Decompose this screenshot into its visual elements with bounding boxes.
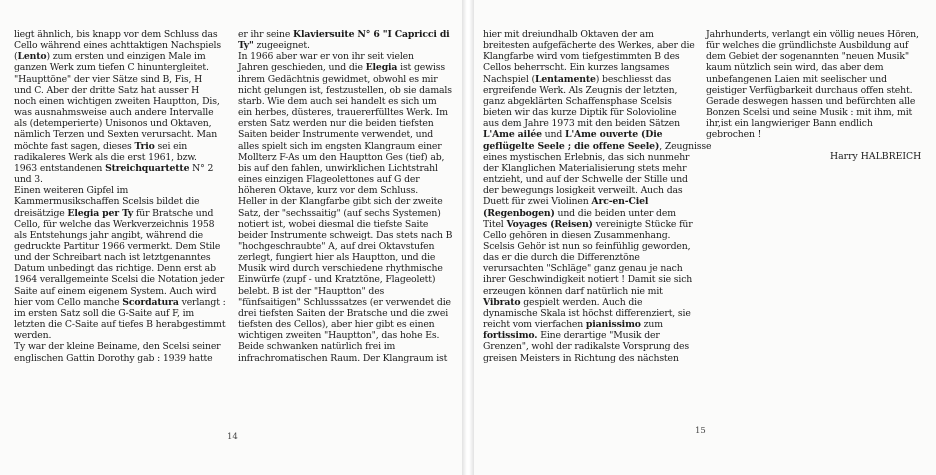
text-line [14, 286, 226, 297]
text-line [14, 208, 226, 219]
text-run: Satz, der "sechssaitig" (auf sechs Systemen) [238, 207, 441, 219]
text-run: ) beschliesst das [595, 73, 672, 85]
text-line [238, 330, 450, 341]
text-run: das er die durch die Differenztöne [483, 252, 640, 264]
text-run: und der Schreibart nach ist letztgenanntes [14, 252, 211, 264]
text-run: notiert ist, wobei diesmal die tiefste Saite [238, 218, 429, 230]
text-run: ( [14, 51, 18, 63]
text-line [483, 107, 695, 118]
text-line [14, 185, 226, 196]
text-run: gebrochen ! [706, 129, 762, 141]
text-line [483, 185, 695, 196]
text-run: ersten Satz werden nur die beiden tiefsten [238, 118, 434, 130]
text-run: , Zeugnisse [659, 140, 712, 152]
bold-text: Arc-en-Ciel [591, 196, 649, 208]
text-line [14, 330, 226, 341]
text-line [238, 96, 450, 107]
bold-text: Klaviersuite N° 6 "I Capricci di [293, 29, 450, 40]
text-run: "Haupttöne" der vier Sätze sind B, Fis, H [14, 73, 203, 85]
text-run: 1964 verallgemeinte Scelsi die Notation jeder [14, 274, 225, 286]
text-line [706, 74, 918, 85]
text-line [238, 274, 450, 285]
text-line [706, 51, 918, 62]
text-line [14, 74, 226, 85]
text-line [483, 196, 695, 207]
text-line [483, 40, 695, 51]
text-run: Kammermusikschaffen Scelsis bildet die [14, 196, 200, 208]
text-run: wichtigen zweiten "Hauptton", das hohe Es. [238, 330, 440, 342]
page-14 [0, 0, 462, 475]
text-line [483, 174, 695, 185]
page-15-column-2 [706, 29, 918, 141]
bold-text: Lentamente [534, 73, 596, 85]
text-run: noch einen wichtigen zweiten Hauptton, Dis, [14, 95, 220, 107]
text-line [706, 129, 918, 140]
text-run: Titel [483, 218, 507, 230]
text-line [483, 274, 695, 285]
text-line [238, 74, 450, 85]
text-line [483, 308, 695, 319]
text-run: und [541, 129, 565, 141]
text-run: letzten die C-Saite auf tiefes B herabgestimmt [14, 319, 226, 331]
text-run: und 3. [14, 174, 43, 186]
text-line [14, 241, 226, 252]
page-15 [474, 0, 936, 475]
text-line [14, 40, 226, 51]
text-line [238, 29, 450, 40]
text-line [238, 163, 450, 174]
text-run: ganz abgeklärten Schaffensphase Scelsis [483, 95, 672, 107]
text-line [706, 96, 918, 107]
text-line [483, 51, 695, 62]
text-line [706, 85, 918, 96]
text-line [14, 319, 226, 330]
text-line [238, 341, 450, 352]
bold-text: Elegia [365, 62, 398, 74]
text-run: bis auf den fahlen, unwirklichen Lichtstrahl [238, 162, 438, 174]
text-line [14, 96, 226, 107]
text-run: Cello, für welche das Werkverzeichnis 1958 [14, 218, 215, 230]
text-run: Einen weiteren Gipfel im [14, 185, 129, 197]
text-line [14, 107, 226, 118]
text-run: ein herbes, düsteres, trauererfülltes Werk. Im [238, 107, 448, 119]
text-line [14, 196, 226, 207]
text-line [483, 219, 695, 230]
text-run: aus dem Jahre 1973 mit den beiden Sätzen [483, 118, 680, 130]
text-line [14, 29, 226, 40]
text-line [14, 341, 226, 352]
text-run: Heller in der Klangfarbe gibt sich der zweite [238, 196, 443, 208]
page-14-column-2 [238, 29, 453, 364]
text-run: Ty war der kleine Beiname, den Scelsi seiner [14, 341, 221, 353]
text-run: und die beiden unter dem [554, 207, 676, 219]
text-line [14, 62, 226, 73]
text-run: drei tiefsten Saiten der Bratsche und die zwei [238, 307, 449, 319]
book-gutter [462, 0, 474, 475]
text-run: hier mit dreiundhalb Oktaven der am [483, 29, 654, 40]
page-number: 15 [695, 426, 706, 436]
text-run: werden. [14, 330, 52, 342]
text-run: was ausnahmsweise auch andere Intervalle [14, 107, 214, 119]
text-run: verlangt : [178, 296, 226, 308]
text-line [238, 129, 450, 140]
text-run: zerlegt, fungiert hier als Hauptton, und die [238, 252, 436, 264]
text-run: möchte fast sagen, dieses [14, 140, 135, 152]
text-run: tiefsten des Cellos), aber hier gibt es einen [238, 319, 435, 331]
bold-text: Ty" [238, 40, 254, 52]
text-line [14, 118, 226, 129]
text-run: Nachspiel ( [483, 73, 535, 85]
text-line [483, 129, 695, 140]
text-run: vereinigte Stücke für [592, 218, 693, 230]
text-line [483, 96, 695, 107]
text-line [483, 140, 712, 152]
text-line [14, 353, 226, 364]
text-line [483, 152, 695, 163]
text-run: zugeeignet. [253, 40, 310, 52]
text-line [14, 174, 226, 185]
text-run: reicht vom vierfachen [483, 319, 586, 331]
text-run: Cellos beherrscht. Ein kurzes langsames [483, 62, 670, 74]
text-run: Beide schwanken natürlich frei im [238, 341, 396, 353]
text-line [483, 230, 695, 241]
text-line [14, 51, 226, 62]
text-run: radikaleres Werk als die erst 1961, bzw. [14, 151, 197, 163]
text-line [483, 74, 695, 85]
text-run: Jahren geschieden, und die [238, 62, 366, 74]
page-15-column-1 [483, 29, 712, 364]
text-run: kaum nützlich sein wird, das aber dem [706, 62, 884, 74]
text-run: ist gewiss [397, 62, 445, 74]
bold-text: fortissimo. [483, 330, 538, 342]
text-line [483, 341, 695, 352]
text-run: zum [640, 319, 663, 331]
text-run: liegt ähnlich, bis knapp vor dem Schluss das [14, 29, 218, 40]
text-run: ihrem Gedächtnis gewidmet, obwohl es mir [238, 73, 438, 85]
text-line [238, 219, 450, 230]
text-line [706, 40, 918, 51]
text-line [238, 196, 450, 207]
text-line [238, 263, 450, 274]
text-run: verursachten "Schläge" ganz genau je nach [483, 263, 683, 275]
text-run: ) zum ersten und einzigen Male im [46, 51, 206, 63]
text-line [483, 263, 695, 274]
text-run: sei ein [154, 140, 188, 152]
text-run: Saite auf einem eigenem System. Auch wird [14, 285, 217, 297]
text-run: Grenzen", wohl der radikalste Vorsprung des [483, 341, 690, 353]
bold-text: L'Ame ouverte (Die [564, 129, 663, 141]
text-run: belebt. B ist der "Hauptton" des [238, 285, 385, 297]
author-signature: Harry HALBREICH [830, 151, 922, 162]
text-run: "hochgeschraubte" A, auf drei Oktavstufen [238, 240, 435, 252]
text-line [238, 208, 450, 219]
text-line [238, 62, 450, 73]
text-line [238, 118, 450, 129]
text-line [238, 40, 450, 51]
text-line [238, 107, 450, 118]
text-run: nämlich Terzen und Sexten verursacht. Man [14, 129, 218, 141]
bold-text: Scordatura [122, 296, 179, 308]
bold-text: (Regenbogen) [483, 207, 555, 219]
text-run: Klangfarbe wird vom tiefgestimmten B des [483, 51, 680, 63]
text-line [238, 286, 450, 297]
bold-text: Elegia per Ty [67, 207, 134, 219]
text-line [483, 241, 695, 252]
text-run: der bewegungs losigkeit verweilt. Auch das [483, 185, 683, 197]
text-run: höheren Oktave, kurz vor dem Schluss. [238, 185, 419, 197]
text-line [238, 152, 450, 163]
bold-text: pianissimo [585, 319, 641, 331]
text-run: dem Gebiet der sogenannten "neuen Musik" [706, 51, 909, 63]
text-run: Mollterz F-As um den Hauptton Ges (tief) ab, [238, 151, 445, 163]
text-run: Musik wird durch verschiedene rhythmische [238, 263, 443, 275]
bold-text: Vibrato [483, 296, 521, 308]
text-run: breitesten aufgefächerte des Werkes, aber die [483, 40, 695, 52]
text-run: bieten wir das kurze Diptik für Solovioline [483, 107, 677, 119]
text-run: greisen Meisters in Richtung des nächsten [483, 352, 679, 364]
text-line [706, 29, 918, 40]
bold-text: L'Ame ailée [483, 129, 542, 141]
text-run: ihrer Geschwindigkeit notiert ! Damit sie sich [483, 274, 693, 286]
text-run: englischen Gattin Dorothy gab : 1939 hatte [14, 352, 213, 364]
text-line [483, 297, 695, 308]
text-line [483, 330, 695, 341]
text-run: gespielt werden. Auch die [520, 296, 643, 308]
text-line [483, 286, 695, 297]
text-line [14, 141, 226, 152]
text-line [483, 353, 695, 364]
text-run: eines einzigen Flageolettones auf G der [238, 174, 420, 186]
text-run: Bonzen Scelsi und seine Musik : mit ihm, mit [706, 107, 913, 119]
text-run: geistiger Verfügbarkeit durchaus offen steht. [706, 84, 913, 96]
text-run: hier vom Cello manche [14, 296, 123, 308]
text-line [483, 319, 695, 330]
bold-text: geflügelte Seele ; die offene Seele) [483, 140, 660, 152]
text-line [483, 252, 695, 263]
text-run: Datum unbedingt das richtige. Denn erst ab [14, 263, 216, 275]
text-run: Eine derartige "Musik der [537, 330, 660, 342]
text-run: "fünfsaitigen" Schlusssatzes (er verwendet die [238, 296, 451, 308]
text-line [238, 174, 450, 185]
text-run: im ersten Satz soll die G-Saite auf F, im [14, 307, 195, 319]
text-run: gedruckte Partitur 1966 vermerkt. Dem Stile [14, 240, 221, 252]
text-line [238, 319, 450, 330]
text-run: dynamische Skala ist höchst differenziert, sie [483, 307, 691, 319]
text-line [238, 252, 450, 263]
text-line [14, 152, 226, 163]
text-run: Jahrhunderts, verlangt ein völlig neues Hören, [706, 29, 919, 40]
text-line [238, 229, 453, 241]
text-run: dreisätzige [14, 207, 68, 219]
text-line [483, 118, 695, 129]
text-run: als (detemperierte) Unisonos und Oktaven, [14, 118, 212, 130]
page-number: 14 [227, 432, 238, 442]
text-run: nicht gelungen ist, festzustellen, ob sie damals [238, 84, 452, 96]
text-line [238, 85, 450, 96]
text-line [14, 219, 226, 230]
bold-text: Trio [134, 140, 155, 152]
text-run: Saiten beider Instrumente verwendet, und [238, 129, 434, 141]
text-line [706, 107, 918, 118]
text-line [238, 353, 450, 364]
text-line [14, 230, 226, 241]
text-line [483, 85, 695, 96]
text-line [238, 185, 450, 196]
text-line [14, 274, 226, 285]
text-line [14, 163, 226, 174]
text-run: unbefangenen Laien mit seelischer und [706, 73, 887, 85]
text-line [14, 297, 226, 308]
text-run: als Entstehungs jahr angibt, während die [14, 229, 204, 241]
text-run: Gerade deswegen hassen und befürchten alle [706, 95, 916, 107]
text-run: erzeugen können darf natürlich nie mit [483, 285, 663, 297]
text-run: er ihr seine [238, 29, 294, 40]
text-run: Scelsis Gehör ist nun so feinfühlig geworden, [483, 240, 691, 252]
bold-text: Voyages (Reisen) [506, 218, 593, 230]
bold-text: Lento [17, 51, 47, 63]
bold-text: Streichquartette [105, 162, 190, 174]
text-run: beider Instrumente schweigt. Das stets nach B [238, 229, 453, 241]
text-line [483, 62, 695, 73]
text-run: für welches die gründlichste Ausbildung auf [706, 40, 909, 52]
text-run: starb. Wie dem auch sei handelt es sich um [238, 95, 437, 107]
text-line [14, 308, 226, 319]
text-line [238, 308, 450, 319]
text-line [238, 297, 450, 308]
text-run: Cello gehören in diesen Zusammenhang. [483, 229, 671, 241]
text-run: ihr,ist ein langwieriger Bann endlich [706, 118, 873, 130]
text-run: Cello während eines achttaktigen Nachspiels [14, 40, 221, 52]
text-line [14, 85, 226, 96]
text-run: Duett für zwei Violinen [483, 196, 592, 208]
page-14-column-1 [14, 29, 226, 364]
text-run: In 1966 aber war er von ihr seit vielen [238, 51, 414, 63]
text-run: der Klanglichen Materialisierung stets mehr [483, 162, 687, 174]
text-run: entzieht, und auf der Schwelle der Stille und [483, 174, 688, 186]
text-line [238, 241, 450, 252]
text-run: infrachromatischen Raum. Der Klangraum ist [238, 352, 448, 364]
text-line [14, 252, 226, 263]
text-run: und C. Aber der dritte Satz hat ausser H [14, 84, 200, 96]
text-line [483, 208, 695, 219]
text-run: 1963 entstandenen [14, 162, 106, 174]
text-run: Einwürfe (zupf - und Kratztöne, Flageolett) [238, 274, 436, 286]
text-line [14, 263, 226, 274]
text-line [14, 129, 226, 140]
text-line [483, 29, 695, 40]
text-line [706, 118, 918, 129]
text-run: eines mystischen Erlebnis, das sich nunmehr [483, 151, 690, 163]
text-line [483, 163, 695, 174]
text-line [238, 141, 450, 152]
text-line [238, 51, 450, 62]
text-run: N° 2 [189, 162, 214, 174]
text-run: ergreifende Werk. Als Zeugnis der letzten, [483, 84, 678, 96]
text-line [706, 62, 918, 73]
text-run: ganzen Werk zum tiefen C hinuntergleitet. [14, 62, 209, 74]
text-run: alles spielt sich im engsten Klangraum einer [238, 140, 442, 152]
text-run: für Bratsche und [133, 207, 214, 219]
